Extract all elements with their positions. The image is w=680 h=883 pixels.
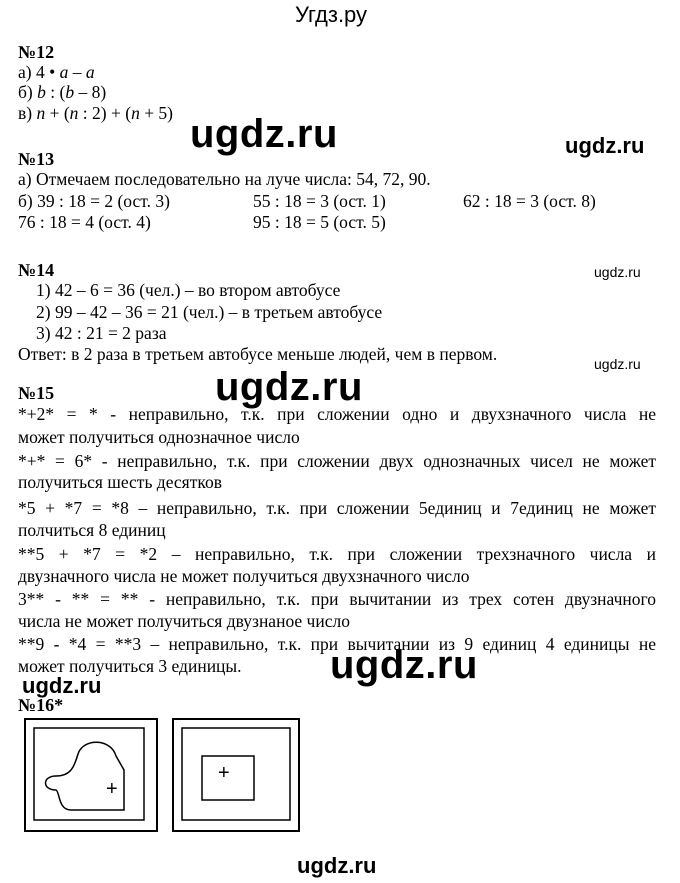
task-13-b-1: б) 39 : 18 = 2 (ост. 3) [18, 191, 170, 211]
task-12-line-a [18, 62, 95, 82]
task-13-b-2: 55 : 18 = 3 (ост. 1) [253, 191, 386, 211]
task-12-b-prefix: б) [18, 82, 38, 102]
watermark-big-2: ugdz.ru [215, 365, 363, 409]
task-12-b-end: – 8) [74, 82, 107, 102]
task-12-v-n3: n [131, 103, 140, 123]
task-14-step-3: 3) 42 : 21 = 2 раза [36, 323, 167, 343]
task-12-line-b [18, 82, 106, 102]
task-15-line-8: двузначного числа не может получиться двухзначного число [18, 566, 470, 586]
task-12-v-end: + 5) [139, 103, 174, 123]
task-12-a-expr: a – a [59, 62, 95, 82]
watermark-mid-2: ugdz.ru [22, 673, 102, 698]
watermark-footer: ugdz.ru [297, 853, 377, 878]
task-15-line-7: **5 + *7 = *2 – неправильно, т.к. при сложении трехзначного числа и [18, 544, 656, 564]
task-12-b-mid: : ( [45, 82, 66, 102]
task-12-b-var2: b [65, 82, 75, 102]
task-12-v-n2: n [69, 103, 79, 123]
task-16-number: №16* [18, 695, 64, 715]
task-12-number: №12 [18, 42, 55, 62]
figure-right-plus: + [218, 762, 230, 784]
watermark-big-3: ugdz.ru [330, 643, 478, 687]
watermark-big-1: ugdz.ru [190, 112, 338, 156]
figure-right-frame [172, 718, 300, 832]
task-12-v-mid2: : 2) + ( [78, 103, 132, 123]
task-15-line-4: получиться шесть десятков [18, 472, 223, 492]
watermark-mid-1: ugdz.ru [565, 133, 645, 158]
figure-left-plus: + [106, 778, 118, 800]
task-15-line-3: *+* = 6* - неправильно, т.к. при сложении двух однозначных чисел не может [18, 451, 656, 471]
task-15-number: №15 [18, 383, 55, 403]
task-15-line-10: числа не может получиться двузнаное число [18, 611, 350, 631]
task-14-number: №14 [18, 260, 55, 280]
task-12-b-var: b [37, 82, 46, 102]
task-14-answer: Ответ: в 2 раза в третьем автобусе меньше людей, чем в первом. [18, 344, 498, 364]
task-15-line-12: может получиться 3 единицы. [18, 656, 242, 676]
task-15-line-11: **9 - *4 = **3 – неправильно, т.к. при вычитании из 9 единиц 4 единицы не [18, 634, 656, 654]
site-title: Угдз.ру [295, 2, 368, 27]
watermark-small-2: ugdz.ru [594, 356, 641, 372]
task-15-line-5: *5 + *7 = *8 – неправильно, т.к. при сложении 5единиц и 7единиц не может [18, 498, 656, 518]
task-15-line-2: может получиться однозначное число [18, 427, 300, 447]
task-15-line-9: 3** - ** = ** - неправильно, т.к. при вычитании из трех сотен двузначного [18, 589, 656, 609]
task-15-line-6: полчиться 8 единиц [18, 520, 166, 540]
task-14-step-2: 2) 99 – 42 – 36 = 21 (чел.) – в третьем автобусе [36, 302, 383, 322]
task-12-line-v [18, 103, 173, 123]
task-12-v-mid1: + ( [45, 103, 70, 123]
figure-left-inner-rect [34, 728, 144, 820]
task-13-b-3: 62 : 18 = 3 (ост. 8) [463, 191, 596, 211]
task-12-v-prefix: в) [18, 103, 37, 123]
task-12-v-n1: n [36, 103, 46, 123]
task-13-b-5: 95 : 18 = 5 (ост. 5) [253, 212, 386, 232]
figure-right-drawing [174, 720, 298, 830]
task-15-line-1: *+2* = * - неправильно, т.к. при сложении одно и двухзначного числа не [18, 404, 656, 424]
figure-left-frame [24, 718, 158, 832]
task-13-line-a: а) Отмечаем последовательно на луче числа: 54, 72, 90. [18, 169, 431, 189]
figure-left-drawing [26, 720, 156, 830]
figure-right-inner-rect [182, 728, 290, 820]
task-13-b-4: 76 : 18 = 4 (ост. 4) [18, 212, 151, 232]
task-14-step-1: 1) 42 – 6 = 36 (чел.) – во втором автобусе [36, 280, 341, 300]
task-12-a-prefix: а) 4 • [18, 62, 60, 82]
watermark-small-1: ugdz.ru [594, 264, 641, 280]
task-13-number: №13 [18, 149, 55, 169]
